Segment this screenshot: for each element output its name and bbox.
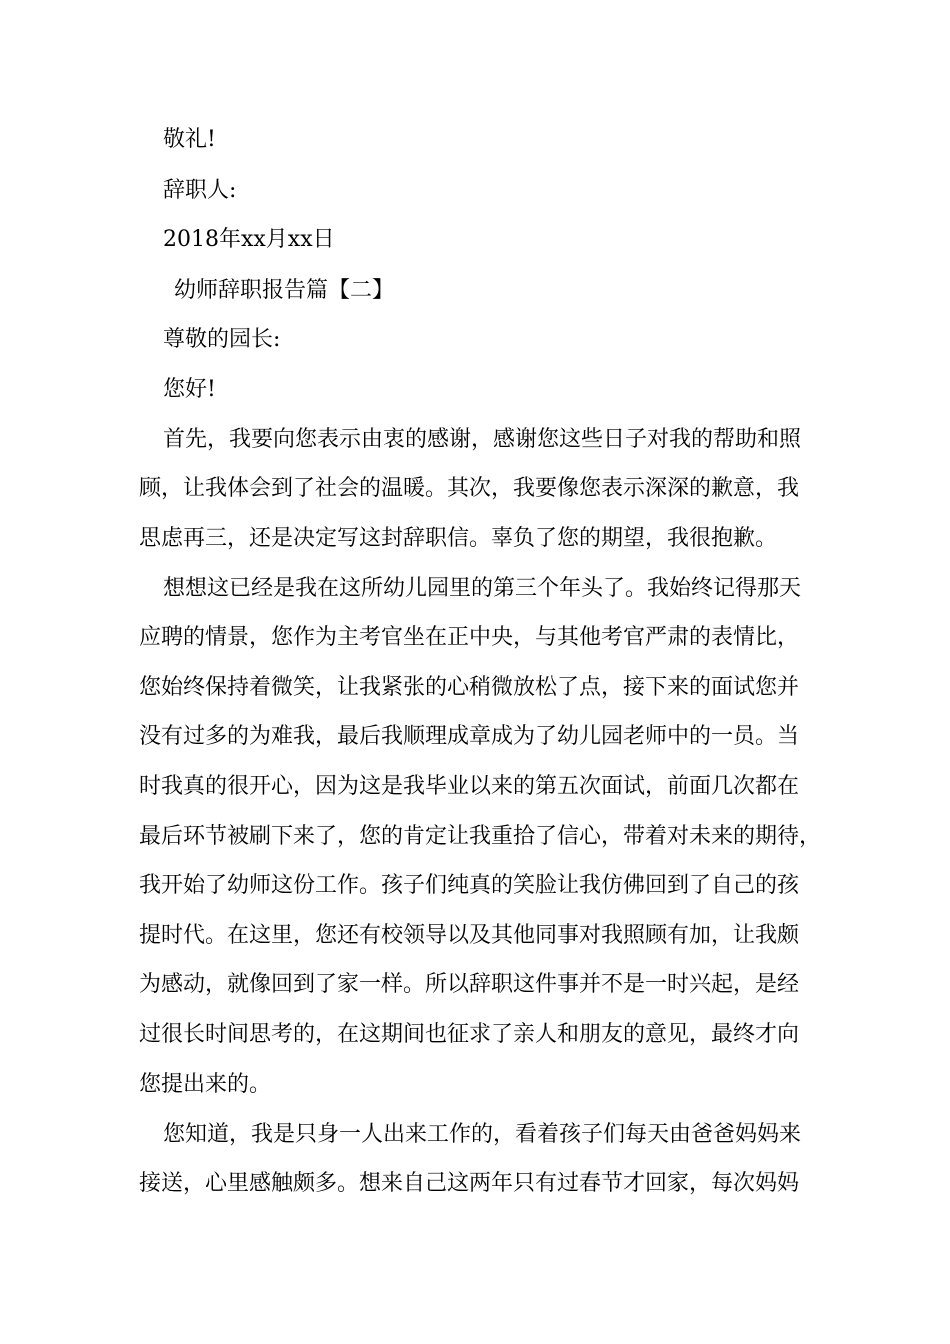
paragraph-line: 我开始了幼师这份工作。孩子们纯真的笑脸让我仿佛回到了自己的孩 bbox=[139, 873, 800, 898]
paragraph-line: 没有过多的为难我，最后我顺理成章成为了幼儿园老师中的一员。当 bbox=[139, 724, 800, 749]
paragraph-line: 时我真的很开心，因为这是我毕业以来的第五次面试，前面几次都在 bbox=[139, 774, 800, 799]
paragraph-line: 最后环节被刷下来了，您的肯定让我重拾了信心，带着对未来的期待， bbox=[139, 824, 822, 849]
paragraph-line: 应聘的情景，您作为主考官坐在正中央，与其他考官严肃的表情比， bbox=[139, 625, 800, 650]
paragraph-line: 接送，心里感触颇多。想来自己这两年只有过春节才回家，每次妈妈 bbox=[139, 1171, 800, 1196]
paragraph-line: 您知道，我是只身一人出来工作的，看着孩子们每天由爸爸妈妈来 bbox=[163, 1122, 802, 1147]
paragraph-line: 您始终保持着微笑，让我紧张的心稍微放松了点，接下来的面试您并 bbox=[139, 675, 800, 700]
closing-salute: 敬礼! bbox=[163, 127, 216, 152]
paragraph-line: 首先，我要向您表示由衷的感谢，感谢您这些日子对我的帮助和照 bbox=[163, 427, 802, 452]
paragraph-line: 顾，让我体会到了社会的温暖。其次，我要像您表示深深的歉意，我 bbox=[139, 476, 800, 501]
paragraph-line: 提时代。在这里，您还有校领导以及其他同事对我照顾有加，让我颇 bbox=[139, 923, 800, 948]
paragraph-line: 为感动，就像回到了家一样。所以辞职这件事并不是一时兴起，是经 bbox=[139, 972, 800, 997]
hello-line: 您好! bbox=[163, 377, 216, 402]
paragraph-line: 想想这已经是我在这所幼儿园里的第三个年头了。我始终记得那天 bbox=[163, 576, 802, 601]
paragraph-line: 您提出来的。 bbox=[139, 1072, 272, 1097]
paragraph-line: 思虑再三，还是决定写这封辞职信。辜负了您的期望，我很抱歉。 bbox=[139, 526, 778, 551]
resigner-label: 辞职人: bbox=[163, 178, 237, 203]
section-title: 幼师辞职报告篇【二】 bbox=[174, 278, 395, 303]
paragraph-line: 过很长时间思考的，在这期间也征求了亲人和朋友的意见，最终才向 bbox=[139, 1022, 800, 1047]
letter-date: 2018年xx月xx日 bbox=[163, 227, 335, 252]
greeting: 尊敬的园长: bbox=[163, 327, 281, 352]
